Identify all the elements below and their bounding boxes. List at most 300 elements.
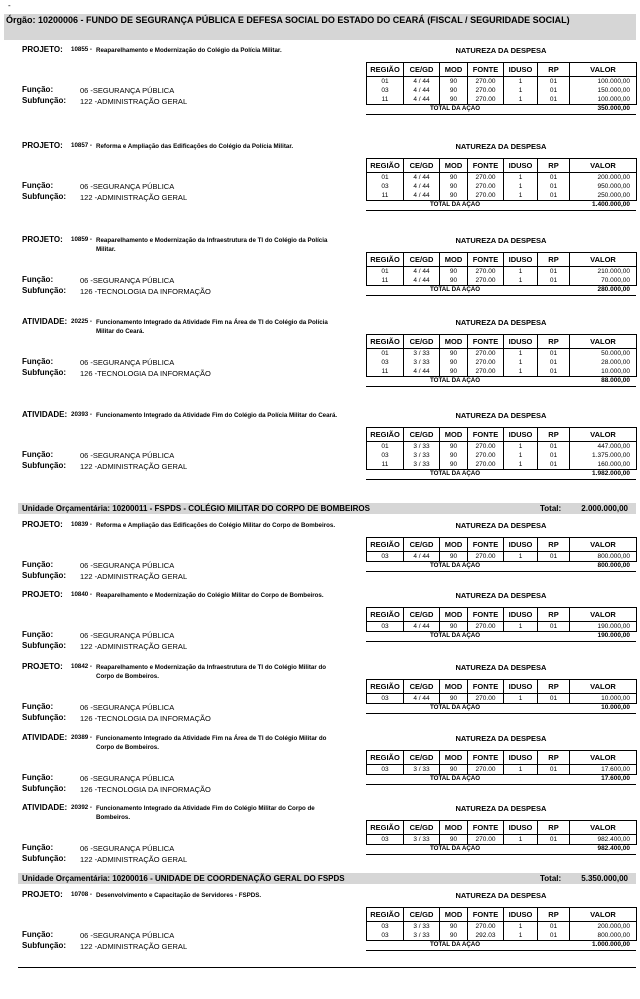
table-cell: 01 [538,95,570,105]
table-cell: 01 [538,182,570,191]
action-description: Funcionamento Integrado da Atividade Fim na Área de TI do Colégio da Polícia Militar do Ceará. [96,319,328,335]
table-cell: 70.000,00 [570,276,637,286]
table-cell: 01 [367,77,404,87]
subfuncao-label: Subfunção: [22,784,66,793]
table-cell: 17.600,00 [570,765,637,775]
table-cell: 100.000,00 [570,77,637,87]
table-cell: 1 [504,191,538,201]
table-cell: 01 [538,622,570,632]
column-header: REGIÃO [367,821,404,835]
column-header: IDUSO [504,908,538,922]
table-row [367,552,637,562]
table-row [367,349,637,359]
table-cell: 800.000,00 [570,552,637,562]
table-cell: 270.00 [468,358,504,367]
action-description: Funcionamento Integrado da Atividade Fim do Colégio Militar do Corpo de Bombeiros. [96,805,315,821]
table-cell: 03 [367,182,404,191]
table-cell: 90 [440,451,468,460]
table-cell: 3 / 33 [404,451,440,460]
table-cell: 250.000,00 [570,191,637,201]
table-row [367,835,637,845]
table-cell: 3 / 33 [404,442,440,452]
total-underline [366,950,636,951]
column-header: VALOR [570,751,637,765]
orgao-header: Órgão: 10200006 - FUNDO DE SEGURANÇA PÚBLICA E DEFESA SOCIAL DO ESTADO DO CEARÁ (FISCAL / SEGURIDADE SOCIAL) [4,14,636,40]
table-cell: 90 [440,460,468,470]
total-da-acao-label: TOTAL DA AÇÃO [430,377,481,384]
table-cell: 90 [440,835,468,845]
action-type: PROJETO: [22,662,63,671]
table-cell: 270.00 [468,460,504,470]
table-cell: 03 [367,86,404,95]
table-cell: 1 [504,922,538,932]
column-header: FONTE [468,821,504,835]
table-row [367,358,637,367]
action-code: 20392 - [71,804,92,811]
column-header: VALOR [570,608,637,622]
expense-table [366,679,637,704]
table-cell: 3 / 33 [404,460,440,470]
column-header: FONTE [468,159,504,173]
total-da-acao-label: TOTAL DA AÇÃO [430,470,481,477]
table-row [367,276,637,286]
column-header: CE/GD [404,63,440,77]
total-underline [366,784,636,785]
table-cell: 270.00 [468,191,504,201]
table-cell: 447.000,00 [570,442,637,452]
table-cell: 01 [538,276,570,286]
action-description: Reaparelhamento e Modernização do Colégio Militar do Corpo de Bombeiros. [96,592,324,599]
total-underline [366,479,636,480]
table-cell: 150.000,00 [570,86,637,95]
table-cell: 1 [504,460,538,470]
column-header: FONTE [468,335,504,349]
column-header: REGIÃO [367,538,404,552]
column-header: REGIÃO [367,253,404,267]
table-cell: 1 [504,765,538,775]
total-da-acao-label: TOTAL DA AÇÃO [430,704,481,711]
column-header: REGIÃO [367,159,404,173]
table-cell: 90 [440,622,468,632]
table-row [367,173,637,183]
subfuncao-label: Subfunção: [22,571,66,580]
column-header: IDUSO [504,335,538,349]
table-cell: 3 / 33 [404,931,440,941]
funcao-value: 06 -SEGURANÇA PÚBLICA [80,358,175,367]
action-description: Reaparelhamento e Modernização da Infraestrutura de TI do Colégio Militar do Corpo de Bombeiros. [96,664,327,680]
expense-table [366,334,637,377]
table-cell: 270.00 [468,182,504,191]
table-cell: 01 [538,451,570,460]
funcao-label: Função: [22,630,54,639]
subfuncao-value: 122 -ADMINISTRAÇÃO GERAL [80,855,188,864]
table-row [367,460,637,470]
action-code: 10839 - [71,521,92,528]
unidade-title: Unidade Orçamentária: 10200011 - FSPDS - COLÉGIO MILITAR DO CORPO DE BOMBEIROS [22,504,370,513]
table-cell: 270.00 [468,552,504,562]
table-cell: 200.000,00 [570,173,637,183]
table-row [367,765,637,775]
table-cell: 01 [538,367,570,377]
funcao-label: Função: [22,930,54,939]
table-cell: 3 / 33 [404,835,440,845]
table-cell: 11 [367,460,404,470]
table-cell: 01 [538,765,570,775]
expense-table [366,750,637,775]
page-marker: - [8,1,11,10]
column-header: MOD [440,159,468,173]
expense-table [366,252,637,286]
action-code: 10855 - [71,46,92,53]
column-header: REGIÃO [367,608,404,622]
subfuncao-label: Subfunção: [22,854,66,863]
total-da-acao-value: 88.000,00 [601,377,630,384]
subfuncao-value: 122 -ADMINISTRAÇÃO GERAL [80,97,188,106]
funcao-value: 06 -SEGURANÇA PÚBLICA [80,86,175,95]
table-cell: 100.000,00 [570,95,637,105]
action-code: 20393 - [71,411,92,418]
column-header: IDUSO [504,821,538,835]
table-cell: 90 [440,182,468,191]
column-header: MOD [440,335,468,349]
table-cell: 90 [440,367,468,377]
table-cell: 03 [367,622,404,632]
natureza-despesa-heading: NATUREZA DA DESPESA [455,804,547,813]
table-cell: 11 [367,191,404,201]
table-cell: 270.00 [468,267,504,277]
column-header: RP [538,538,570,552]
table-cell: 270.00 [468,451,504,460]
table-row [367,191,637,201]
total-underline [366,854,636,855]
table-cell: 90 [440,358,468,367]
table-row [367,86,637,95]
subfuncao-label: Subfunção: [22,192,66,201]
total-da-acao-label: TOTAL DA AÇÃO [430,201,481,208]
column-header: REGIÃO [367,63,404,77]
expense-table [366,607,637,632]
table-cell: 4 / 44 [404,191,440,201]
table-cell: 90 [440,86,468,95]
column-header: RP [538,821,570,835]
column-header: MOD [440,908,468,922]
natureza-despesa-heading: NATUREZA DA DESPESA [455,46,547,55]
table-cell: 3 / 33 [404,349,440,359]
column-header: RP [538,608,570,622]
table-cell: 270.00 [468,86,504,95]
total-da-acao-value: 1.400.000,00 [592,201,630,208]
table-cell: 982.400,00 [570,835,637,845]
table-cell: 01 [538,173,570,183]
table-cell: 160.000,00 [570,460,637,470]
subfuncao-label: Subfunção: [22,641,66,650]
table-cell: 800.000,00 [570,931,637,941]
natureza-despesa-heading: NATUREZA DA DESPESA [455,411,547,420]
funcao-label: Função: [22,181,54,190]
column-header: RP [538,428,570,442]
action-description: Reforma e Ampliação das Edificações do Colégio Militar do Corpo de Bombeiros. [96,522,336,529]
table-cell: 1 [504,95,538,105]
column-header: FONTE [468,428,504,442]
column-header: MOD [440,751,468,765]
table-cell: 4 / 44 [404,182,440,191]
table-cell: 03 [367,358,404,367]
total-da-acao-value: 10.000,00 [601,704,630,711]
subfuncao-label: Subfunção: [22,713,66,722]
table-cell: 10.000,00 [570,694,637,704]
total-da-acao-value: 1.000.000,00 [592,941,630,948]
table-cell: 270.00 [468,349,504,359]
column-header: REGIÃO [367,680,404,694]
total-da-acao-value: 280.000,00 [597,286,630,293]
table-cell: 01 [538,349,570,359]
table-cell: 90 [440,552,468,562]
subfuncao-value: 122 -ADMINISTRAÇÃO GERAL [80,462,188,471]
total-da-acao-value: 17.600,00 [601,775,630,782]
column-header: CE/GD [404,680,440,694]
column-header: CE/GD [404,538,440,552]
total-da-acao-value: 800.000,00 [597,562,630,569]
column-header: RP [538,680,570,694]
table-cell: 01 [367,349,404,359]
total-underline [366,713,636,714]
total-da-acao-label: TOTAL DA AÇÃO [430,286,481,293]
column-header: RP [538,751,570,765]
table-row [367,622,637,632]
column-header: MOD [440,428,468,442]
table-cell: 01 [538,931,570,941]
action-type: ATIVIDADE: [22,733,68,742]
table-cell: 90 [440,267,468,277]
column-header: VALOR [570,428,637,442]
unidade-total-value: 2.000.000,00 [581,504,628,513]
column-header: IDUSO [504,680,538,694]
action-type: PROJETO: [22,890,63,899]
column-header: REGIÃO [367,751,404,765]
table-cell: 4 / 44 [404,552,440,562]
funcao-label: Função: [22,702,54,711]
page-bottom-rule [18,967,636,968]
total-da-acao-label: TOTAL DA AÇÃO [430,562,481,569]
total-da-acao-label: TOTAL DA AÇÃO [430,105,481,112]
column-header: RP [538,253,570,267]
total-da-acao-value: 982.400,00 [597,845,630,852]
table-cell: 1 [504,835,538,845]
table-cell: 11 [367,276,404,286]
column-header: FONTE [468,253,504,267]
table-cell: 270.00 [468,173,504,183]
table-cell: 270.00 [468,922,504,932]
action-description: Reaparelhamento e Modernização da Infraestrutura de TI do Colégio da Polícia Militar. [96,237,328,253]
funcao-value: 06 -SEGURANÇA PÚBLICA [80,931,175,940]
table-cell: 03 [367,922,404,932]
action-description: Reaparelhamento e Modernização do Colégio da Polícia Militar. [96,47,282,54]
table-row [367,367,637,377]
column-header: IDUSO [504,751,538,765]
table-cell: 90 [440,765,468,775]
funcao-label: Função: [22,560,54,569]
action-code: 10840 - [71,591,92,598]
column-header: MOD [440,608,468,622]
table-cell: 01 [538,694,570,704]
table-cell: 1 [504,451,538,460]
table-cell: 01 [367,173,404,183]
action-code: 10708 - [71,891,92,898]
table-cell: 1 [504,931,538,941]
action-type: PROJETO: [22,141,63,150]
subfuncao-label: Subfunção: [22,96,66,105]
column-header: REGIÃO [367,428,404,442]
column-header: MOD [440,253,468,267]
table-cell: 1 [504,77,538,87]
subfuncao-value: 126 -TECNOLOGIA DA INFORMAÇÃO [80,714,211,723]
expense-table [366,907,637,941]
subfuncao-label: Subfunção: [22,941,66,950]
table-cell: 90 [440,191,468,201]
subfuncao-label: Subfunção: [22,461,66,470]
funcao-label: Função: [22,450,54,459]
action-type: ATIVIDADE: [22,317,68,326]
total-da-acao-label: TOTAL DA AÇÃO [430,775,481,782]
action-description: Reforma e Ampliação das Edificações do Colégio da Polícia Militar. [96,143,294,150]
table-cell: 4 / 44 [404,694,440,704]
table-cell: 1 [504,86,538,95]
unidade-total-label: Total: [540,504,562,513]
table-cell: 90 [440,95,468,105]
expense-table [366,820,637,845]
column-header: IDUSO [504,63,538,77]
table-cell: 01 [538,86,570,95]
table-cell: 4 / 44 [404,622,440,632]
table-cell: 01 [367,442,404,452]
table-cell: 01 [367,267,404,277]
action-type: PROJETO: [22,520,63,529]
total-underline [366,571,636,572]
table-cell: 190.000,00 [570,622,637,632]
table-cell: 03 [367,931,404,941]
table-cell: 90 [440,349,468,359]
column-header: MOD [440,821,468,835]
column-header: FONTE [468,63,504,77]
table-cell: 1 [504,367,538,377]
column-header: CE/GD [404,159,440,173]
column-header: CE/GD [404,335,440,349]
table-row [367,451,637,460]
subfuncao-value: 126 -TECNOLOGIA DA INFORMAÇÃO [80,287,211,296]
table-cell: 90 [440,931,468,941]
natureza-despesa-heading: NATUREZA DA DESPESA [455,236,547,245]
total-da-acao-value: 190.000,00 [597,632,630,639]
expense-table [366,427,637,470]
column-header: CE/GD [404,908,440,922]
action-code: 10859 - [71,236,92,243]
table-cell: 1 [504,267,538,277]
funcao-label: Função: [22,843,54,852]
table-cell: 11 [367,367,404,377]
table-cell: 270.00 [468,694,504,704]
table-cell: 28.000,00 [570,358,637,367]
table-cell: 1 [504,442,538,452]
table-cell: 4 / 44 [404,86,440,95]
table-cell: 1 [504,694,538,704]
column-header: CE/GD [404,253,440,267]
table-cell: 4 / 44 [404,367,440,377]
column-header: REGIÃO [367,908,404,922]
column-header: CE/GD [404,608,440,622]
funcao-value: 06 -SEGURANÇA PÚBLICA [80,561,175,570]
funcao-label: Função: [22,357,54,366]
table-cell: 10.000,00 [570,367,637,377]
column-header: FONTE [468,608,504,622]
table-cell: 90 [440,922,468,932]
total-da-acao-value: 350.000,00 [597,105,630,112]
action-description: Desenvolvimento e Capacitação de Servidores - FSPDS. [96,892,262,899]
column-header: VALOR [570,908,637,922]
funcao-value: 06 -SEGURANÇA PÚBLICA [80,631,175,640]
table-cell: 4 / 44 [404,95,440,105]
table-cell: 1.375.000,00 [570,451,637,460]
column-header: CE/GD [404,751,440,765]
table-cell: 01 [538,460,570,470]
column-header: RP [538,63,570,77]
column-header: VALOR [570,63,637,77]
total-da-acao-label: TOTAL DA AÇÃO [430,632,481,639]
table-cell: 90 [440,77,468,87]
table-cell: 292.03 [468,931,504,941]
funcao-label: Função: [22,773,54,782]
table-cell: 270.00 [468,367,504,377]
column-header: FONTE [468,751,504,765]
table-cell: 01 [538,552,570,562]
table-cell: 1 [504,173,538,183]
table-cell: 50.000,00 [570,349,637,359]
action-type: PROJETO: [22,590,63,599]
column-header: RP [538,908,570,922]
table-cell: 200.000,00 [570,922,637,932]
natureza-despesa-heading: NATUREZA DA DESPESA [455,591,547,600]
unidade-total-label: Total: [540,874,562,883]
table-cell: 01 [538,835,570,845]
table-row [367,77,637,87]
column-header: RP [538,159,570,173]
action-type: PROJETO: [22,235,63,244]
expense-table [366,158,637,201]
column-header: FONTE [468,908,504,922]
table-cell: 1 [504,552,538,562]
column-header: MOD [440,538,468,552]
funcao-value: 06 -SEGURANÇA PÚBLICA [80,182,175,191]
subfuncao-value: 126 -TECNOLOGIA DA INFORMAÇÃO [80,785,211,794]
table-cell: 1 [504,182,538,191]
subfuncao-label: Subfunção: [22,368,66,377]
column-header: VALOR [570,335,637,349]
total-da-acao-label: TOTAL DA AÇÃO [430,845,481,852]
table-cell: 4 / 44 [404,77,440,87]
table-cell: 3 / 33 [404,765,440,775]
table-cell: 90 [440,442,468,452]
unidade-title: Unidade Orçamentária: 10200016 - UNIDADE DE COORDENAÇÃO GERAL DO FSPDS [22,874,345,883]
action-description: Funcionamento Integrado da Atividade Fim do Colégio da Polícia Militar do Ceará. [96,412,338,419]
table-cell: 01 [538,77,570,87]
column-header: IDUSO [504,608,538,622]
table-cell: 11 [367,95,404,105]
column-header: FONTE [468,538,504,552]
action-type: PROJETO: [22,45,63,54]
table-cell: 950.000,00 [570,182,637,191]
action-code: 20389 - [71,734,92,741]
column-header: VALOR [570,680,637,694]
column-header: MOD [440,680,468,694]
